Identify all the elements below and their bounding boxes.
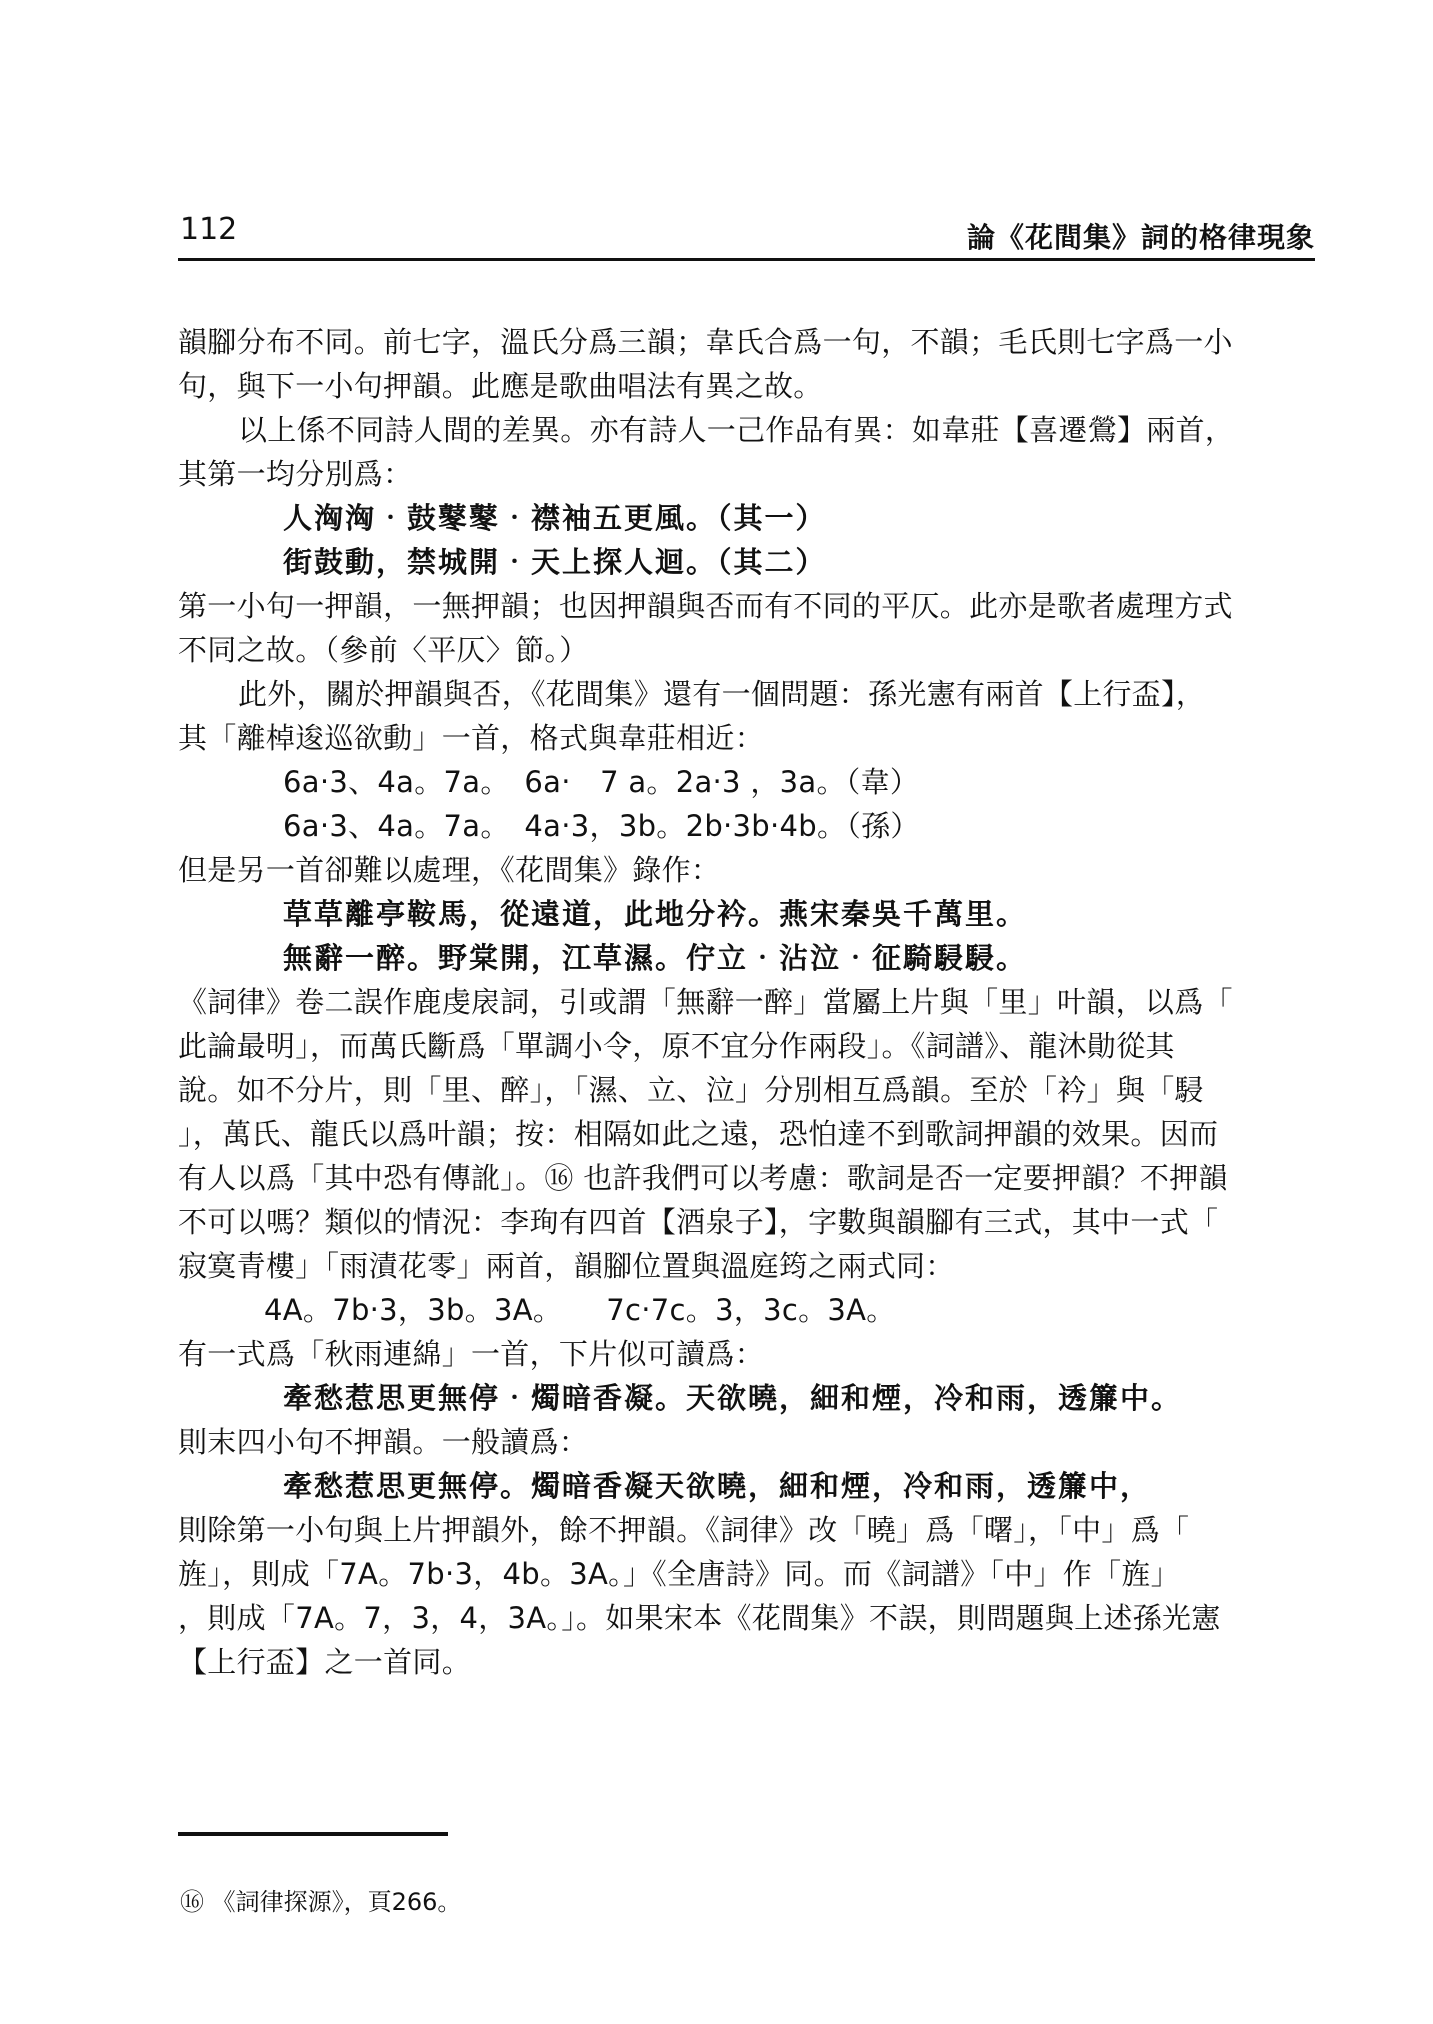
running-title: 論《花間集》詞的格律現象: [966, 221, 1315, 254]
text-line: 有一式爲「秋雨連綿」一首，下片似可讀爲：: [178, 1337, 765, 1371]
body-text: [178, 320, 1318, 1684]
text-line: 有人以爲「其中恐有傳訛」。⑯ 也許我們可以考慮：歌詞是否一定要押韻？不押韻: [178, 1161, 1228, 1195]
text-line: 《詞律》卷二誤作鹿虔扆詞，引或謂「無辭一醉」當屬上片與「里」叶韻，以爲「: [178, 985, 1233, 1019]
quoted-verse: 牽愁惹思更無停‧燭暗香凝。天欲曉，細和煙，冷和雨，透簾中。: [283, 1381, 1183, 1415]
text-line: 寂寞青樓」「雨漬花零」兩首，韻腳位置與溫庭筠之兩式同：: [178, 1249, 955, 1283]
text-line: 說。如不分片，則「里、醉」，「濕、立、泣」分別相互爲韻。至於「衿」與「駸: [178, 1073, 1204, 1107]
text-line: 其「離棹逡巡欲動」一首，格式與韋莊相近：: [178, 721, 765, 755]
quoted-verse: 街鼓動，禁城開‧天上探人迴。（其二）: [283, 545, 827, 579]
footnote: ⑯ 《詞律探源》，頁266。: [180, 1888, 462, 1916]
quoted-verse: 人洶洶‧鼓鼕鼕‧襟袖五更風。（其一）: [283, 501, 827, 535]
text-line: ，則成「7A。7，3，4，3A。」。如果宋本《花間集》不誤，則問題與上述孫光憲: [178, 1601, 1221, 1635]
text-line: 」，萬氏、龍氏以爲叶韻；按：相隔如此之遠，恐怕達不到歌詞押韻的效果。因而: [178, 1117, 1219, 1151]
text-line: 但是另一首卻難以處理，《花間集》錄作：: [178, 853, 721, 887]
text-line: 則除第一小句與上片押韻外，餘不押韻。《詞律》改「曉」爲「曙」，「中」爲「: [178, 1513, 1190, 1547]
quoted-verse: 牽愁惹思更無停。燭暗香凝天欲曉，細和煙，冷和雨，透簾中，: [283, 1469, 1152, 1503]
text-line: 旌」，則成「7A。7b‧3，4b。3A。」《全唐詩》同。而《詞譜》「中」作「旌」: [178, 1557, 1180, 1591]
quoted-verse: 無辭一醉。野棠開，江草濕。佇立‧沾泣‧征騎駸駸。: [283, 941, 1028, 975]
quoted-verse: 草草離亭鞍馬，從遠道，此地分衿。燕宋秦吳千萬里。: [283, 897, 1028, 931]
text-line: 不同之故。（參前〈平仄〉節。）: [178, 633, 589, 667]
text-line: 不可以嗎？類似的情況：李珣有四首【酒泉子】，字數與韻腳有三式，其中一式「: [178, 1205, 1219, 1239]
text-line: 則末四小句不押韻。一般讀爲：: [178, 1425, 589, 1459]
text-line: 【上行盃】之一首同。: [178, 1645, 472, 1679]
text-line: 此外，關於押韻與否，《花間集》還有一個問題：孫光憲有兩首【上行盃】，: [238, 677, 1206, 711]
text-line: 句，與下一小句押韻。此應是歌曲唱法有異之故。: [178, 369, 823, 403]
footnote-rule: [178, 1832, 448, 1836]
page-header: [180, 212, 1315, 258]
text-line: 第一小句一押韻，一無押韻；也因押韻與否而有不同的平仄。此亦是歌者處理方式: [178, 589, 1233, 623]
rhyme-formula: 6a‧3、4a。7a。 4a‧3，3b。2b‧3b‧4b。（孫）: [283, 809, 920, 843]
text-line: 其第一均分別爲：: [178, 457, 413, 491]
header-rule: [178, 258, 1315, 261]
text-line: 以上係不同詩人間的差異。亦有詩人一己作品有異：如韋莊【喜遷鶯】兩首，: [238, 413, 1235, 447]
rhyme-formula: 4A。7b‧3，3b。3A。 7c‧7c。3，3c。3A。: [264, 1293, 896, 1327]
text-line: 韻腳分布不同。前七字，溫氏分爲三韻；韋氏合爲一句，不韻；毛氏則七字爲一小: [178, 325, 1233, 359]
text-line: 此論最明」，而萬氏斷爲「單調小令，原不宜分作兩段」。《詞譜》、龍沐勛從其: [178, 1029, 1175, 1063]
page-number: 112: [180, 212, 238, 247]
rhyme-formula: 6a‧3、4a。7a。 6a‧ 7 a。2a‧3 ，3a。（韋）: [283, 765, 920, 799]
